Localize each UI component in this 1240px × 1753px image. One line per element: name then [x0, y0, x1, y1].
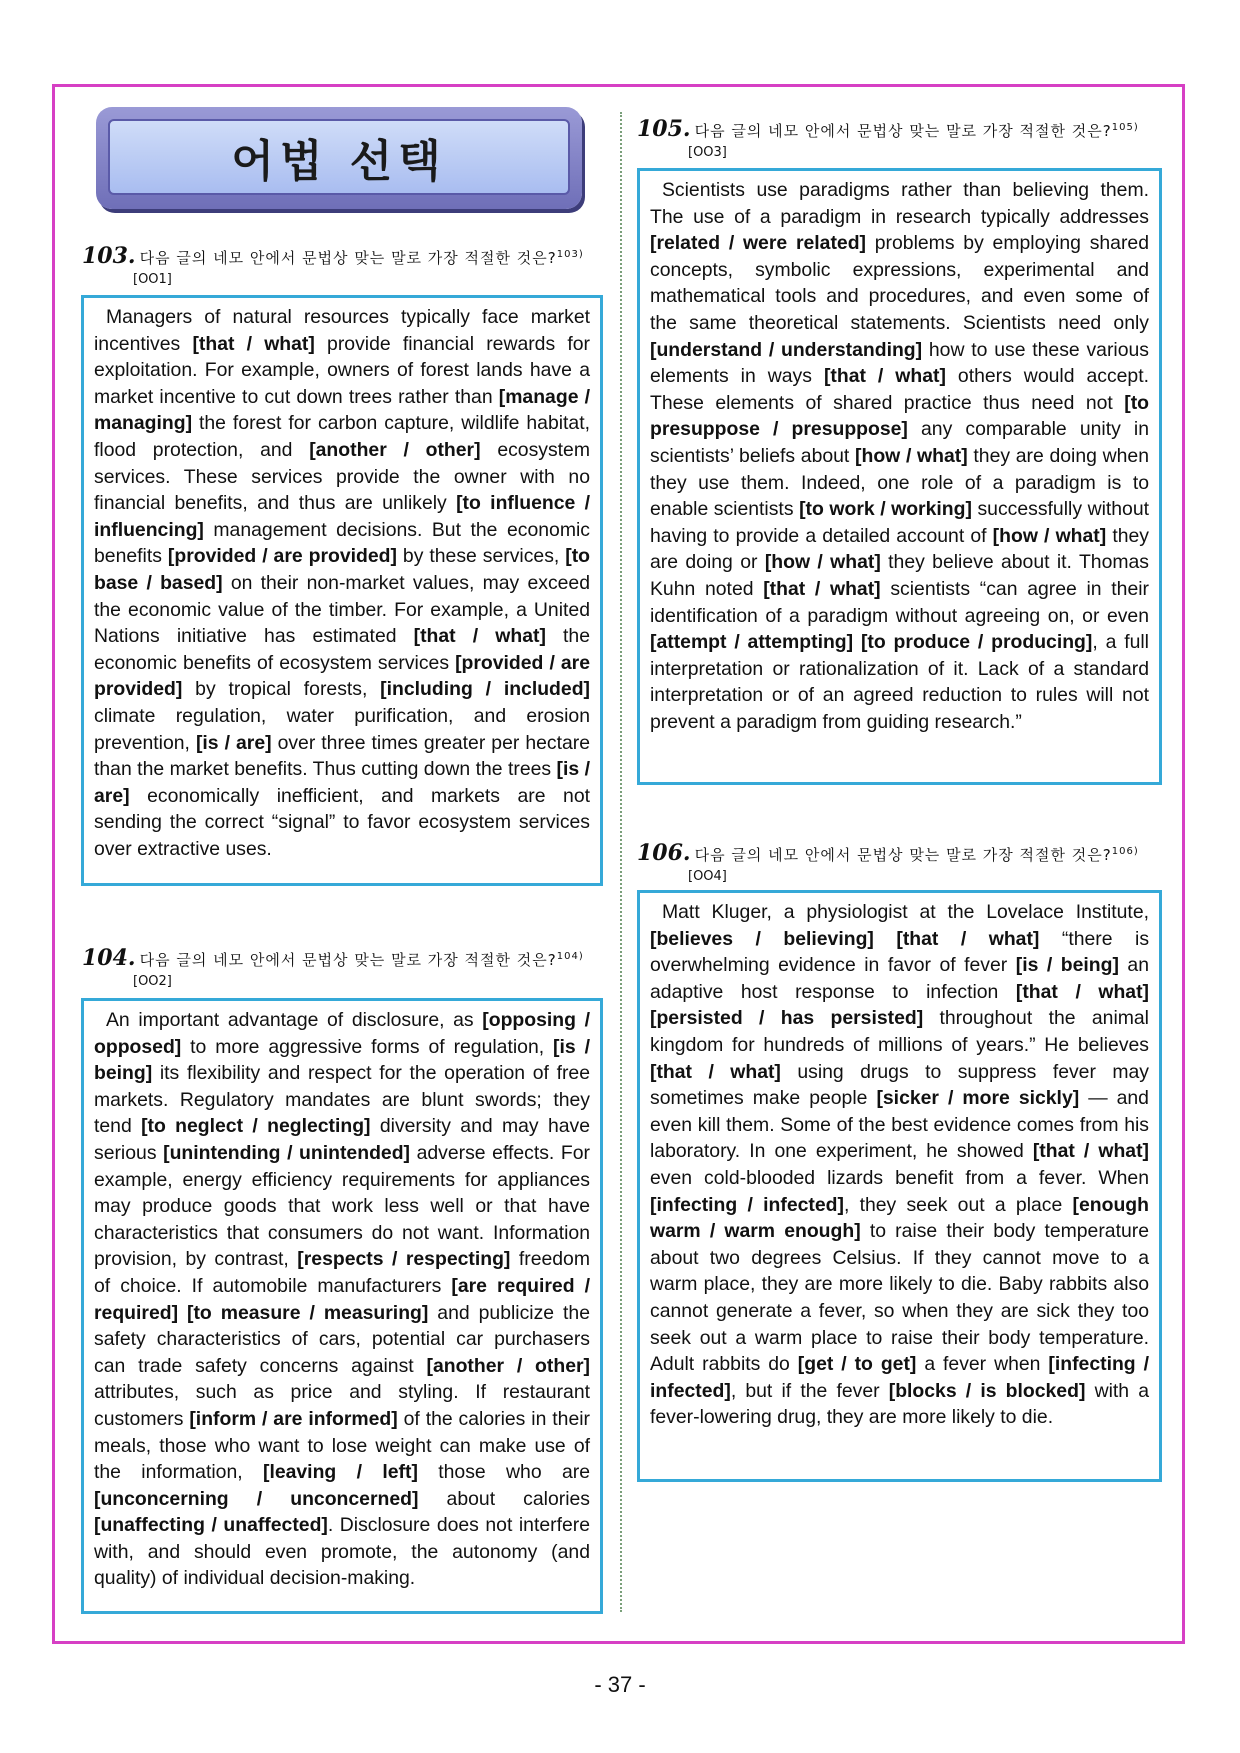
grammar-choice: [how / what] — [855, 444, 968, 467]
grammar-choice: [believes / believing] — [650, 927, 874, 950]
footnote-marker: 105) — [1111, 122, 1139, 133]
question-prompt: 다음 글의 네모 안에서 문법상 맞는 말로 가장 적절한 것은? — [694, 846, 1112, 864]
grammar-choice: [enough warm / warm enough] — [650, 1193, 1149, 1243]
grammar-choice: [infecting / infected] — [650, 1353, 1149, 1402]
grammar-choice: [provided / are provided] — [167, 545, 397, 568]
grammar-choice: [unintending / unintended] — [163, 1141, 410, 1164]
grammar-choice: [provided / are provided] — [94, 651, 590, 701]
passage-box-106 — [637, 890, 1162, 1482]
question-code: [OO2] — [133, 974, 172, 989]
grammar-choice: [to produce / producing] — [860, 631, 1093, 654]
question-prompt: 다음 글의 네모 안에서 문법상 맞는 말로 가장 적절한 것은? — [139, 951, 557, 969]
grammar-choice: [that / what] — [763, 577, 881, 600]
footnote-marker: 103) — [556, 249, 584, 260]
passage-box-103 — [81, 295, 603, 886]
grammar-choice: [unconcerning / unconcerned] — [94, 1487, 419, 1510]
grammar-choice: [that / what] — [896, 927, 1040, 950]
grammar-choice: [that / what] — [823, 365, 946, 388]
grammar-choice: [respects / respecting] — [297, 1248, 511, 1271]
grammar-choice: [sicker / more sickly] — [876, 1087, 1080, 1110]
grammar-choice: [is / are] — [195, 731, 272, 754]
section-title-banner — [96, 107, 582, 209]
grammar-choice: [including / included] — [380, 678, 590, 701]
question-header-105 — [637, 116, 1139, 142]
question-number: 103. — [82, 243, 136, 269]
question-prompt: 다음 글의 네모 안에서 문법상 맞는 말로 가장 적절한 것은? — [139, 249, 557, 267]
question-number: 106. — [637, 840, 691, 866]
passage-text: Scientists use paradigms rather than believing them. The use of a paradigm in research typically addresses [related / were related] problems by employing shared concepts, symbolic expressions, experimental and mathematical tools and procedures, and even some of the same theoretical statements. Scientists need only [understand / understanding] how to use these various elements in ways [that / what] others would accept. These elements of shared practice thus need not [to presuppose / presuppose] any comparable unity in scientists’ beliefs about [how / what] they are doing when they use them. Indeed, one role of a paradigm is to enable scientists [to work / working] successfully without having to provide a detailed account of [how / what] they are doing or [how / what] they believe about it. Thomas Kuhn noted [that / what] scientists “can agree in their identification of a paradigm without agreeing on, or even [attempt / attempting] [to produce / producing], a full interpretation or rationalization of it. Lack of a standard interpretation or of an agreed reduction to rules will not prevent a paradigm from guiding research.” — [650, 179, 1150, 733]
question-code: [OO4] — [688, 869, 727, 884]
question-code: [OO3] — [688, 145, 727, 160]
grammar-choice: [to influence / influencing] — [94, 492, 591, 541]
page-number: - 37 - — [594, 1672, 646, 1697]
grammar-choice: [that / what] — [650, 1060, 781, 1083]
passage-text: Managers of natural resources typically face market incentives [that / what] provide financial rewards for exploitation. For example, owners of forest lands have a market incentive to cut down trees rather than [manage / managing] the forest for carbon capture, wildlife habitat, flood protection, and [another / other] ecosystem services. These services provide the owner with no financial benefits, and thus are unlikely [to influence / influencing] management decisions. But the economic benefits [provided / are provided] by these services, [to base / based] on their non-market values, may exceed the economic value of the timber. For example, a United Nations initiative has estimated [that / what] the economic benefits of ecosystem services [provided / are provided] by tropical forests, [including / included] climate regulation, water purification, and erosion prevention, [is / are] over three times greater per hectare than the market benefits. Thus cutting down the trees [is / are] economically inefficient, and markets are not sending the correct “signal” to favor ecosystem services over extractive uses. — [94, 306, 591, 860]
question-number: 104. — [82, 945, 136, 971]
grammar-choice: [another / other] — [309, 438, 481, 461]
grammar-choice: [to base / based] — [94, 545, 591, 594]
grammar-choice: [that / what] — [192, 332, 315, 355]
section-title-box — [108, 119, 570, 195]
grammar-choice: [is / being] — [1015, 954, 1119, 977]
column-divider — [620, 112, 622, 1612]
grammar-choice: [is / being] — [94, 1035, 590, 1085]
grammar-choice: [how / what] — [992, 524, 1107, 547]
passage-box-105 — [637, 168, 1162, 785]
grammar-choice: [to measure / measuring] — [187, 1301, 429, 1324]
grammar-choice: [leaving / left] — [262, 1461, 418, 1484]
grammar-choice: [attempt / attempting] — [650, 631, 854, 654]
grammar-choice: [to neglect / neglecting] — [141, 1115, 371, 1138]
question-prompt: 다음 글의 네모 안에서 문법상 맞는 말로 가장 적절한 것은? — [694, 122, 1112, 140]
grammar-choice: [unaffecting / unaffected] — [94, 1514, 328, 1537]
footnote-marker: 106) — [1111, 846, 1139, 857]
question-header-104 — [82, 945, 584, 971]
grammar-choice: [blocks / is blocked] — [888, 1379, 1086, 1402]
passage-box-104 — [81, 998, 603, 1614]
grammar-choice: [how / what] — [764, 551, 881, 574]
grammar-choice: [inform / are informed] — [189, 1407, 398, 1430]
grammar-choice: [opposing / opposed] — [94, 1009, 590, 1058]
grammar-choice: [is / are] — [94, 758, 590, 807]
section-title: 어법 선택 — [231, 136, 447, 187]
grammar-choice: [understand / understanding] — [650, 338, 923, 361]
passage-text: Matt Kluger, a physiologist at the Lovelace Institute, [believes / believing] [that / what] “there is overwhelming evidence in favor of fever [is / being] an adaptive host response to infection [that / what] [persisted / has persisted] throughout the animal kingdom for hundreds of millions of years.” He believes [that / what] using drugs to suppress fever may sometimes make people [sicker / more sickly] — and even kill them. Some of the best evidence comes from his laboratory. In one experiment, he showed [that / what] even cold-blooded lizards benefit from a fever. When [infecting / infected], they seek out a place [enough warm / warm enough] to raise their body temperature about two degrees Celsius. If they cannot move to a warm place, they are more likely to die. Baby rabbits also cannot generate a fever, so when they are sick they too seek out a warm place to raise their body temperature. Adult rabbits do [get / to get] a fever when [infecting / infected], but if the fever [blocks / is blocked] with a fever-lowering drug, they are more likely to die. — [650, 901, 1150, 1429]
footnote-marker: 104) — [556, 951, 584, 962]
grammar-choice: [to presuppose / presuppose] — [650, 391, 1149, 441]
question-number: 105. — [637, 116, 691, 142]
grammar-choice: [that / what] — [1015, 980, 1150, 1003]
grammar-choice: [infecting / infected] — [650, 1193, 844, 1216]
grammar-choice: [that / what] — [1032, 1140, 1149, 1163]
question-header-103 — [82, 243, 584, 269]
passage-text: An important advantage of disclosure, as [opposing / opposed] to more aggressive forms of regulation, [is / being] its flexibility and respect for the operation of free markets. Regulatory mandates are blunt swords; they tend [to neglect / neglecting] diversity and may have serious [unintending / unintended] adverse effects. For example, energy efficiency requirements for appliances may produce goods that work less well or that have characteristics that consumers do not want. Information provision, by contrast, [respects / respecting] freedom of choice. If automobile manufacturers [are required / required] [to measure / measuring] and publicize the safety characteristics of cars, potential car purchasers can trade safety concerns against [another / other] attributes, such as price and styling. If restaurant customers [inform / are informed] of the calories in their meals, those who want to lose weight can make use of the information, [leaving / left] those who are [unconcerning / unconcerned] about calories [unaffecting / unaffected]. Disclosure does not interfere with, and should even promote, the autonomy (and quality) of individual decision-making. — [94, 1009, 591, 1590]
grammar-choice: [persisted / has persisted] — [650, 1007, 924, 1030]
grammar-choice: [related / were related] — [650, 232, 866, 255]
grammar-choice: [get / to get] — [797, 1353, 917, 1376]
grammar-choice: [that / what] — [413, 625, 546, 648]
question-header-106 — [637, 840, 1139, 866]
grammar-choice: [manage / managing] — [94, 385, 590, 435]
grammar-choice: [to work / working] — [799, 498, 972, 521]
question-code: [OO1] — [133, 272, 172, 287]
grammar-choice: [another / other] — [426, 1354, 590, 1377]
grammar-choice: [are required / required] — [94, 1274, 590, 1324]
